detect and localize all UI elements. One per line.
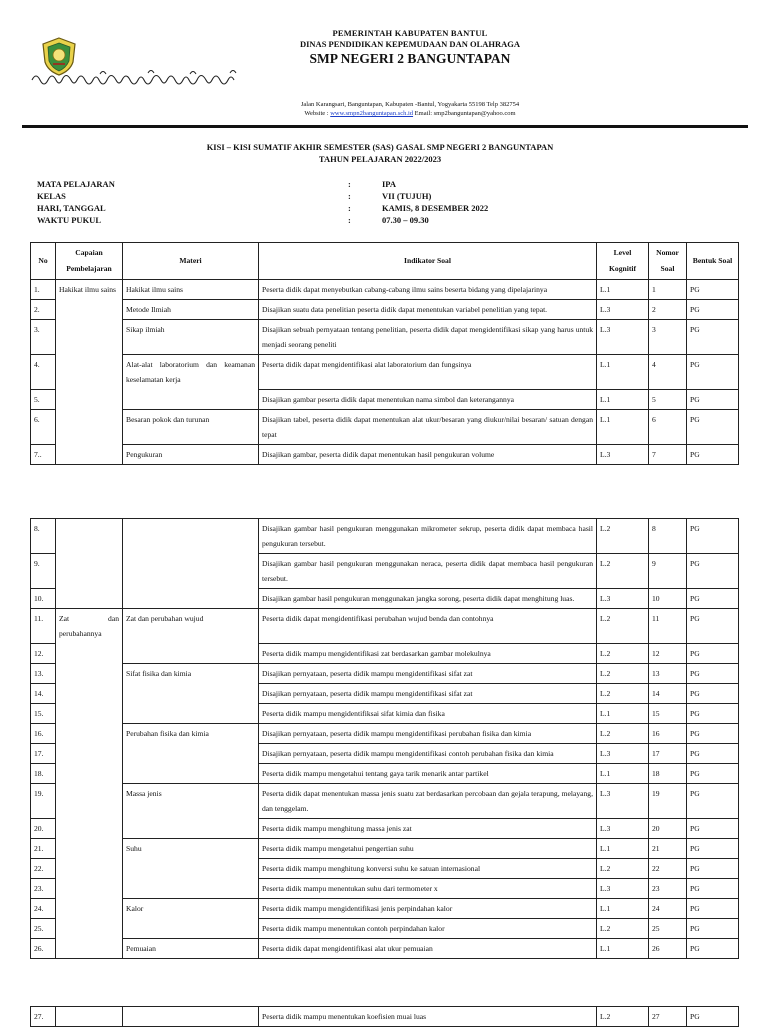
bentuk-soal-cell: PG bbox=[687, 764, 739, 784]
capaian-cell bbox=[56, 519, 123, 554]
capaian-cell bbox=[56, 859, 123, 879]
indikator-cell: Disajikan pernyataan, peserta didik mampu mengidentifikasi sifat zat bbox=[259, 664, 597, 684]
materi-cell: Kalor bbox=[123, 899, 259, 919]
bentuk-soal-cell: PG bbox=[687, 724, 739, 744]
materi-cell: Massa jenis bbox=[123, 784, 259, 819]
bentuk-soal-cell: PG bbox=[687, 784, 739, 819]
bentuk-soal-cell: PG bbox=[687, 664, 739, 684]
exam-info-row bbox=[37, 202, 517, 214]
indikator-cell: Disajikan tabel, peserta didik dapat menentukan alat ukur/besaran yang diukur/nilai besaran/ satuan dengan tepat bbox=[259, 410, 597, 445]
bentuk-soal-cell: PG bbox=[687, 519, 739, 554]
materi-cell bbox=[123, 589, 259, 609]
info-key: HARI, TANGGAL bbox=[37, 203, 106, 213]
indikator-cell: Peserta didik mampu mengetahui tentang gaya tarik menarik antar partikel bbox=[259, 764, 597, 784]
materi-cell: Sifat fisika dan kimia bbox=[123, 664, 259, 684]
table-row bbox=[31, 744, 739, 764]
capaian-cell bbox=[56, 784, 123, 819]
nomor-soal-cell: 25 bbox=[649, 919, 687, 939]
capaian-cell bbox=[56, 819, 123, 839]
nomor-soal-cell: 5 bbox=[649, 390, 687, 410]
nomor-soal-cell: 24 bbox=[649, 899, 687, 919]
bentuk-soal-cell: PG bbox=[687, 644, 739, 664]
level-cell: L.1 bbox=[597, 899, 649, 919]
table-row bbox=[31, 899, 739, 919]
row-number: 4. bbox=[31, 355, 56, 390]
bentuk-soal-cell: PG bbox=[687, 819, 739, 839]
level-cell: L.3 bbox=[597, 589, 649, 609]
table-row bbox=[31, 879, 739, 899]
row-number: 7.. bbox=[31, 445, 56, 465]
table-row bbox=[31, 819, 739, 839]
table-row bbox=[31, 554, 739, 589]
materi-cell: Hakikat ilmu sains bbox=[123, 280, 259, 300]
info-colon: : bbox=[348, 179, 351, 189]
materi-cell: Metode Ilmiah bbox=[123, 300, 259, 320]
table-row bbox=[31, 519, 739, 554]
table-row bbox=[31, 764, 739, 784]
nomor-soal-cell: 10 bbox=[649, 589, 687, 609]
indikator-cell: Peserta didik dapat mengidentifikasi perubahan wujud benda dan contohnya bbox=[259, 609, 597, 644]
col-header-indikator: Indikator Soal bbox=[259, 243, 597, 280]
capaian-cell bbox=[56, 764, 123, 784]
nomor-soal-cell: 23 bbox=[649, 879, 687, 899]
table-row bbox=[31, 839, 739, 859]
materi-cell: Sikap ilmiah bbox=[123, 320, 259, 355]
materi-cell: Zat dan perubahan wujud bbox=[123, 609, 259, 644]
materi-cell: Alat-alat laboratorium dan keamanan keselamatan kerja bbox=[123, 355, 259, 390]
row-number: 6. bbox=[31, 410, 56, 445]
table-row bbox=[31, 320, 739, 355]
capaian-cell bbox=[56, 744, 123, 764]
exam-info bbox=[37, 178, 517, 226]
exam-info-row bbox=[37, 190, 517, 202]
capaian-cell bbox=[56, 724, 123, 744]
info-colon: : bbox=[348, 203, 351, 213]
table-row bbox=[31, 919, 739, 939]
bentuk-soal-cell: PG bbox=[687, 859, 739, 879]
level-cell: L.2 bbox=[597, 919, 649, 939]
nomor-soal-cell: 14 bbox=[649, 684, 687, 704]
table-row bbox=[31, 300, 739, 320]
table-row bbox=[31, 644, 739, 664]
materi-cell bbox=[123, 704, 259, 724]
row-number: 24. bbox=[31, 899, 56, 919]
col-header-capaian: Capaian Pembelajaran bbox=[56, 243, 123, 280]
bentuk-soal-cell: PG bbox=[687, 280, 739, 300]
col-header-bentuk: Bentuk Soal bbox=[687, 243, 739, 280]
address-line: Jalan Karangsari, Banguntapan, Kabupaten -Bantul, Yogyakarta 55198 Telp 382754 bbox=[300, 101, 520, 108]
row-number: 9. bbox=[31, 554, 56, 589]
capaian-cell bbox=[56, 839, 123, 859]
level-cell: L.3 bbox=[597, 819, 649, 839]
level-cell: L.2 bbox=[597, 519, 649, 554]
materi-cell bbox=[123, 919, 259, 939]
materi-cell bbox=[123, 390, 259, 410]
level-cell: L.1 bbox=[597, 280, 649, 300]
capaian-cell bbox=[56, 320, 123, 355]
bentuk-soal-cell: PG bbox=[687, 390, 739, 410]
row-number: 27. bbox=[31, 1007, 56, 1027]
col-header-nomor: Nomor Soal bbox=[649, 243, 687, 280]
bentuk-soal-cell: PG bbox=[687, 554, 739, 589]
bentuk-soal-cell: PG bbox=[687, 899, 739, 919]
kisi-table-page-2 bbox=[30, 518, 739, 959]
indikator-cell: Peserta didik mampu menghitung konversi suhu ke satuan internasional bbox=[259, 859, 597, 879]
row-number: 13. bbox=[31, 664, 56, 684]
materi-cell: Besaran pokok dan turunan bbox=[123, 410, 259, 445]
capaian-cell bbox=[56, 554, 123, 589]
row-number: 17. bbox=[31, 744, 56, 764]
bentuk-soal-cell: PG bbox=[687, 704, 739, 724]
bentuk-soal-cell: PG bbox=[687, 355, 739, 390]
bentuk-soal-cell: PG bbox=[687, 919, 739, 939]
level-cell: L.1 bbox=[597, 764, 649, 784]
table-row bbox=[31, 609, 739, 644]
row-number: 15. bbox=[31, 704, 56, 724]
level-cell: L.3 bbox=[597, 300, 649, 320]
department-name: DINAS PENDIDIKAN KEPEMUDAAN DAN OLAHRAGA bbox=[299, 39, 521, 49]
capaian-cell bbox=[56, 879, 123, 899]
row-number: 1. bbox=[31, 280, 56, 300]
kisi-table-page-1 bbox=[30, 242, 739, 465]
table-body bbox=[31, 280, 739, 465]
bentuk-soal-cell: PG bbox=[687, 300, 739, 320]
table-body bbox=[31, 519, 739, 959]
capaian-cell bbox=[56, 939, 123, 959]
level-cell: L.1 bbox=[597, 410, 649, 445]
bentuk-soal-cell: PG bbox=[687, 589, 739, 609]
bentuk-soal-cell: PG bbox=[687, 939, 739, 959]
level-cell: L.1 bbox=[597, 939, 649, 959]
materi-cell bbox=[123, 684, 259, 704]
row-number: 20. bbox=[31, 819, 56, 839]
level-cell: L.1 bbox=[597, 355, 649, 390]
indikator-cell: Peserta didik mampu menentukan koefisien muai luas bbox=[259, 1007, 597, 1027]
nomor-soal-cell: 22 bbox=[649, 859, 687, 879]
level-cell: L.2 bbox=[597, 609, 649, 644]
indikator-cell: Disajikan gambar hasil pengukuran menggunakan neraca, peserta didik dapat membaca hasil pengukuran tersebut. bbox=[259, 554, 597, 589]
level-cell: L.1 bbox=[597, 704, 649, 724]
bentuk-soal-cell: PG bbox=[687, 445, 739, 465]
row-number: 22. bbox=[31, 859, 56, 879]
materi-cell bbox=[123, 744, 259, 764]
row-number: 16. bbox=[31, 724, 56, 744]
table-row bbox=[31, 355, 739, 390]
nomor-soal-cell: 13 bbox=[649, 664, 687, 684]
nomor-soal-cell: 4 bbox=[649, 355, 687, 390]
nomor-soal-cell: 6 bbox=[649, 410, 687, 445]
indikator-cell: Disajikan sebuah pernyataan tentang penelitian, peserta didik dapat mengidentifikasi sikap yang harus untuk menjadi seorang peneliti bbox=[259, 320, 597, 355]
capaian-cell bbox=[56, 664, 123, 684]
government-name: PEMERINTAH KABUPATEN BANTUL bbox=[332, 28, 488, 38]
bentuk-soal-cell: PG bbox=[687, 744, 739, 764]
website-label: Website : bbox=[304, 110, 331, 117]
table-row bbox=[31, 784, 739, 819]
nomor-soal-cell: 20 bbox=[649, 819, 687, 839]
document-title bbox=[90, 141, 670, 165]
table-row bbox=[31, 410, 739, 445]
capaian-cell bbox=[56, 919, 123, 939]
table-row bbox=[31, 724, 739, 744]
materi-cell bbox=[123, 764, 259, 784]
nomor-soal-cell: 27 bbox=[649, 1007, 687, 1027]
col-header-materi: Materi bbox=[123, 243, 259, 280]
nomor-soal-cell: 12 bbox=[649, 644, 687, 664]
indikator-cell: Disajikan gambar, peserta didik dapat menentukan hasil pengukuran volume bbox=[259, 445, 597, 465]
bentuk-soal-cell: PG bbox=[687, 609, 739, 644]
nomor-soal-cell: 9 bbox=[649, 554, 687, 589]
indikator-cell: Peserta didik mampu menentukan contoh perpindahan kalor bbox=[259, 919, 597, 939]
materi-cell: Pengukuran bbox=[123, 445, 259, 465]
title-line-2: TAHUN PELAJARAN 2022/2023 bbox=[318, 154, 442, 164]
info-colon: : bbox=[348, 215, 351, 225]
nomor-soal-cell: 8 bbox=[649, 519, 687, 554]
level-cell: L.3 bbox=[597, 879, 649, 899]
level-cell: L.3 bbox=[597, 445, 649, 465]
indikator-cell: Disajikan pernyataan, peserta didik mampu mengidentifikasi contoh perubahan fisika dan kimia bbox=[259, 744, 597, 764]
indikator-cell: Peserta didik mampu mengidentifiksai sifat kimia dan fisika bbox=[259, 704, 597, 724]
exam-info-row bbox=[37, 178, 517, 190]
bentuk-soal-cell: PG bbox=[687, 1007, 739, 1027]
info-key: KELAS bbox=[37, 191, 66, 201]
indikator-cell: Disajikan pernyataan, peserta didik mampu mengidentifikasi perubahan fisika dan kimia bbox=[259, 724, 597, 744]
title-line-1: KISI – KISI SUMATIF AKHIR SEMESTER (SAS) GASAL SMP NEGERI 2 BANGUNTAPAN bbox=[206, 142, 554, 152]
indikator-cell: Disajikan gambar hasil pengukuran menggunakan jangka sorong, peserta didik dapat menghitung luas. bbox=[259, 589, 597, 609]
level-cell: L.2 bbox=[597, 644, 649, 664]
letterhead-divider bbox=[22, 125, 748, 128]
table-row bbox=[31, 684, 739, 704]
contact-line bbox=[200, 109, 620, 118]
materi-cell: Perubahan fisika dan kimia bbox=[123, 724, 259, 744]
table-row bbox=[31, 664, 739, 684]
info-key: WAKTU PUKUL bbox=[37, 215, 101, 225]
info-colon: : bbox=[348, 191, 351, 201]
bentuk-soal-cell: PG bbox=[687, 320, 739, 355]
indikator-cell: Peserta didik dapat menentukan massa jenis suatu zat berdasarkan percobaan dan gejala terapung, melayang, dan tenggelam. bbox=[259, 784, 597, 819]
level-cell: L.2 bbox=[597, 554, 649, 589]
level-cell: L.3 bbox=[597, 320, 649, 355]
table-row bbox=[31, 589, 739, 609]
indikator-cell: Peserta didik mampu mengidentifikasi jenis perpindahan kalor bbox=[259, 899, 597, 919]
nomor-soal-cell: 2 bbox=[649, 300, 687, 320]
row-number: 25. bbox=[31, 919, 56, 939]
materi-cell bbox=[123, 819, 259, 839]
level-cell: L.1 bbox=[597, 839, 649, 859]
level-cell: L.2 bbox=[597, 684, 649, 704]
nomor-soal-cell: 3 bbox=[649, 320, 687, 355]
level-cell: L.2 bbox=[597, 859, 649, 879]
col-header-no: No bbox=[31, 243, 56, 280]
capaian-cell bbox=[56, 684, 123, 704]
level-cell: L.2 bbox=[597, 664, 649, 684]
info-key: MATA PELAJARAN bbox=[37, 179, 115, 189]
capaian-cell bbox=[56, 445, 123, 465]
indikator-cell: Disajikan pernyataan, peserta didik mampu mengidentifikasi sifat zat bbox=[259, 684, 597, 704]
bentuk-soal-cell: PG bbox=[687, 839, 739, 859]
indikator-cell: Peserta didik mampu mengetahui pengertian suhu bbox=[259, 839, 597, 859]
indikator-cell: Peserta didik mampu mengidentifikasi zat berdasarkan gambar molekulnya bbox=[259, 644, 597, 664]
table-row bbox=[31, 704, 739, 724]
capaian-cell bbox=[56, 899, 123, 919]
materi-cell bbox=[123, 644, 259, 664]
bentuk-soal-cell: PG bbox=[687, 684, 739, 704]
row-number: 12. bbox=[31, 644, 56, 664]
nomor-soal-cell: 18 bbox=[649, 764, 687, 784]
bentuk-soal-cell: PG bbox=[687, 410, 739, 445]
materi-cell bbox=[123, 859, 259, 879]
capaian-cell bbox=[56, 390, 123, 410]
level-cell: L.2 bbox=[597, 724, 649, 744]
capaian-cell: Hakikat ilmu sains bbox=[56, 280, 123, 300]
materi-cell bbox=[123, 519, 259, 554]
level-cell: L.3 bbox=[597, 784, 649, 819]
row-number: 2. bbox=[31, 300, 56, 320]
indikator-cell: Disajikan suatu data penelitian peserta didik dapat menentukan variabel penelitian yang tepat. bbox=[259, 300, 597, 320]
indikator-cell: Peserta didik mampu menghitung massa jenis zat bbox=[259, 819, 597, 839]
exam-info-row bbox=[37, 214, 517, 226]
capaian-cell bbox=[56, 644, 123, 664]
row-number: 11. bbox=[31, 609, 56, 644]
nomor-soal-cell: 11 bbox=[649, 609, 687, 644]
indikator-cell: Peserta didik dapat mengidentifikasi alat laboratorium dan fungsinya bbox=[259, 355, 597, 390]
row-number: 19. bbox=[31, 784, 56, 819]
bentuk-soal-cell: PG bbox=[687, 879, 739, 899]
school-name: SMP NEGERI 2 BANGUNTAPAN bbox=[309, 51, 511, 66]
row-number: 18. bbox=[31, 764, 56, 784]
level-cell: L.3 bbox=[597, 744, 649, 764]
row-number: 23. bbox=[31, 879, 56, 899]
nomor-soal-cell: 26 bbox=[649, 939, 687, 959]
table-row bbox=[31, 445, 739, 465]
capaian-cell bbox=[56, 589, 123, 609]
info-value: IPA bbox=[382, 179, 397, 189]
nomor-soal-cell: 15 bbox=[649, 704, 687, 724]
capaian-cell bbox=[56, 300, 123, 320]
level-cell: L.1 bbox=[597, 390, 649, 410]
nomor-soal-cell: 21 bbox=[649, 839, 687, 859]
table-row bbox=[31, 859, 739, 879]
nomor-soal-cell: 16 bbox=[649, 724, 687, 744]
row-number: 5. bbox=[31, 390, 56, 410]
nomor-soal-cell: 17 bbox=[649, 744, 687, 764]
letterhead bbox=[150, 28, 670, 67]
materi-cell: Pemuaian bbox=[123, 939, 259, 959]
email-text: Email: smp2banguntapan@yahoo.com bbox=[413, 110, 516, 117]
capaian-cell bbox=[56, 704, 123, 724]
table-row bbox=[31, 280, 739, 300]
indikator-cell: Peserta didik dapat mengidentifikasi alat ukur pemuaian bbox=[259, 939, 597, 959]
row-number: 21. bbox=[31, 839, 56, 859]
nomor-soal-cell: 7 bbox=[649, 445, 687, 465]
info-value: KAMIS, 8 DESEMBER 2022 bbox=[382, 203, 489, 213]
info-value: VII (TUJUH) bbox=[382, 191, 432, 201]
nomor-soal-cell: 1 bbox=[649, 280, 687, 300]
row-number: 3. bbox=[31, 320, 56, 355]
row-number: 8. bbox=[31, 519, 56, 554]
capaian-cell bbox=[56, 410, 123, 445]
row-number: 14. bbox=[31, 684, 56, 704]
javanese-script-graphic bbox=[30, 66, 270, 90]
level-cell: L.2 bbox=[597, 1007, 649, 1027]
col-header-level: Level Kognitif bbox=[597, 243, 649, 280]
indikator-cell: Peserta didik dapat menyebutkan cabang-cabang ilmu sains beserta bidang yang dipelajarinya bbox=[259, 280, 597, 300]
table-row bbox=[31, 939, 739, 959]
capaian-cell: Zat dan perubahannya bbox=[56, 609, 123, 644]
materi-cell bbox=[123, 554, 259, 589]
materi-cell: Suhu bbox=[123, 839, 259, 859]
website-link[interactable]: www.smpn2banguntapan.sch.id bbox=[330, 110, 414, 117]
row-number: 10. bbox=[31, 589, 56, 609]
table-header-row bbox=[31, 243, 739, 280]
capaian-cell bbox=[56, 355, 123, 390]
table-row bbox=[31, 390, 739, 410]
materi-cell bbox=[123, 879, 259, 899]
indikator-cell: Disajikan gambar peserta didik dapat menentukan nama simbol dan keterangannya bbox=[259, 390, 597, 410]
row-number: 26. bbox=[31, 939, 56, 959]
info-value: 07.30 – 09.30 bbox=[382, 215, 429, 225]
school-address bbox=[200, 100, 620, 118]
indikator-cell: Peserta didik mampu menentukan suhu dari termometer x bbox=[259, 879, 597, 899]
nomor-soal-cell: 19 bbox=[649, 784, 687, 819]
indikator-cell: Disajikan gambar hasil pengukuran menggunakan mikrometer sekrup, peserta didik dapat membaca hasil pengukuran tersebut. bbox=[259, 519, 597, 554]
